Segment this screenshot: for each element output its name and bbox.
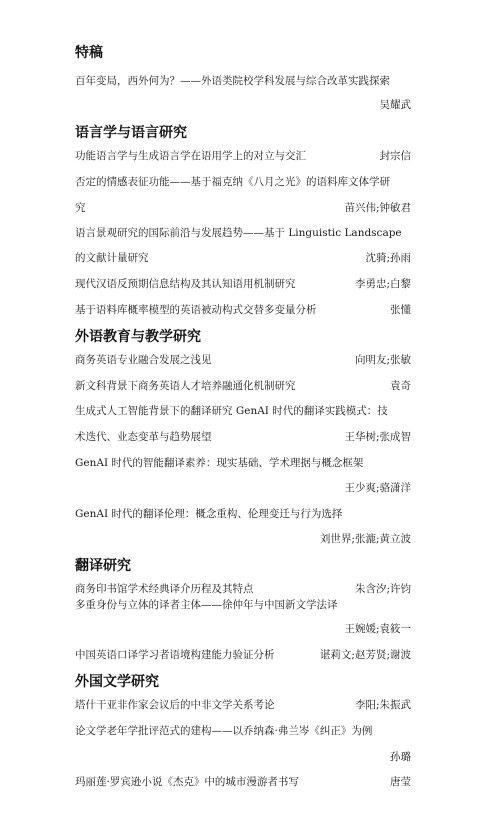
toc-entry-continued: [75, 428, 411, 446]
entry-author: 沈骑;孙雨: [365, 252, 411, 264]
toc-entry[interactable]: [75, 722, 411, 740]
entry-author: 朱含汐;许钧: [354, 583, 411, 595]
entry-author: 苗兴伟;钟敏君: [344, 202, 411, 214]
entry-author: 封宗信: [379, 150, 411, 162]
section-title-linguistics: 语言学与语言研究: [75, 125, 187, 141]
entry-author: 王华树;张成智: [344, 431, 411, 443]
entry-title: 中国英语口译学习者语境构建能力验证分析: [75, 649, 275, 661]
toc-entry[interactable]: [75, 773, 411, 791]
entry-title: GenAI 时代的翻译伦理：概念重构、伦理变迁与行为选择: [75, 508, 343, 520]
entry-title: 多重身份与立体的译者主体——徐仲年与中国新文学法译: [75, 599, 338, 611]
entry-author: 向明友;张敏: [354, 354, 411, 366]
section-title-translation: 翻译研究: [75, 558, 131, 574]
entry-author: 孙璐: [390, 751, 411, 763]
toc-entry[interactable]: [75, 377, 411, 395]
entry-title-cont: 的文献计量研究: [75, 252, 149, 264]
entry-title: 玛丽莲·罗宾逊小说《杰克》中的城市漫游者书写: [75, 776, 299, 788]
entry-author: 李勇忠;白黎: [354, 278, 411, 290]
toc-entry-continued: [75, 249, 411, 267]
entry-author: 刘世界;张漉;黄立波: [319, 533, 411, 545]
entry-title: 功能语言学与生成语言学在语用学上的对立与交汇: [75, 150, 306, 162]
entry-title: 商务印书馆学术经典译介历程及其特点: [75, 583, 254, 595]
entry-title: 百年变局，西外何为？——外语类院校学科发展与综合改革实践探索: [75, 75, 390, 87]
toc-entry[interactable]: [75, 173, 411, 191]
toc-entry[interactable]: [75, 224, 411, 242]
entry-author: 王少爽;骆潇洋: [344, 482, 411, 494]
entry-title: 新文科背景下商务英语人才培养融通化机制研究: [75, 380, 296, 392]
toc-entry-author-line: [75, 748, 411, 766]
entry-author: 袁奇: [390, 380, 411, 392]
toc-entry-author-line: [75, 479, 411, 497]
entry-author: 王婉媛;袁筱一: [344, 623, 411, 635]
entry-title: 语言景观研究的国际前沿与发展趋势——基于 Linguistic Landscape: [75, 227, 402, 239]
toc-entry[interactable]: [75, 72, 411, 90]
entry-author: 张懂: [390, 304, 411, 316]
entry-title: 商务英语专业融合发展之浅见: [75, 354, 212, 366]
section-title-literature: 外国文学研究: [75, 674, 159, 690]
toc-entry-author-line: [75, 620, 411, 638]
entry-title: 否定的情感表征功能——基于福克纳《八月之光》的语料库文体学研: [75, 176, 390, 188]
toc-entry[interactable]: [75, 147, 411, 165]
entry-title: GenAI 时代的智能翻译素养：现实基础、学术理据与概念框架: [75, 457, 364, 469]
entry-title-cont: 术迭代、业态变革与趋势展望: [75, 431, 212, 443]
entry-title: 生成式人工智能背景下的翻译研究 GenAI 时代的翻译实践模式：技: [75, 405, 388, 417]
section-title-education: 外语教育与教学研究: [75, 329, 201, 345]
entry-title-cont: 究: [75, 202, 86, 214]
entry-title: 基于语料库概率模型的英语被动构式交替多变量分析: [75, 304, 317, 316]
toc-entry[interactable]: [75, 275, 411, 293]
toc-entry[interactable]: [75, 596, 411, 614]
toc-entry-author-line: [75, 96, 411, 114]
toc-entry[interactable]: [75, 454, 411, 472]
entry-title: 论文学老年学批评范式的建构——以乔纳森·弗兰岑《纠正》为例: [75, 725, 373, 737]
entry-title: 塔什干亚非作家会议后的中非文学关系考论: [75, 699, 275, 711]
toc-entry[interactable]: [75, 402, 411, 420]
toc-entry-author-line: [75, 530, 411, 548]
toc-entry[interactable]: [75, 351, 411, 369]
entry-author: 谌莉文;赵芳贤;谢波: [319, 649, 411, 661]
toc-entry[interactable]: [75, 505, 411, 523]
entry-author: 李阳;朱振武: [354, 699, 411, 711]
entry-author: 唐莹: [390, 776, 411, 788]
toc-entry[interactable]: [75, 696, 411, 714]
entry-author: 吴耀武: [379, 99, 411, 111]
entry-title: 现代汉语反预期信息结构及其认知语用机制研究: [75, 278, 296, 290]
toc-entry[interactable]: [75, 646, 411, 664]
section-title-special: 特稿: [75, 45, 103, 61]
toc-entry[interactable]: [75, 301, 411, 319]
toc-entry-continued: [75, 199, 411, 217]
